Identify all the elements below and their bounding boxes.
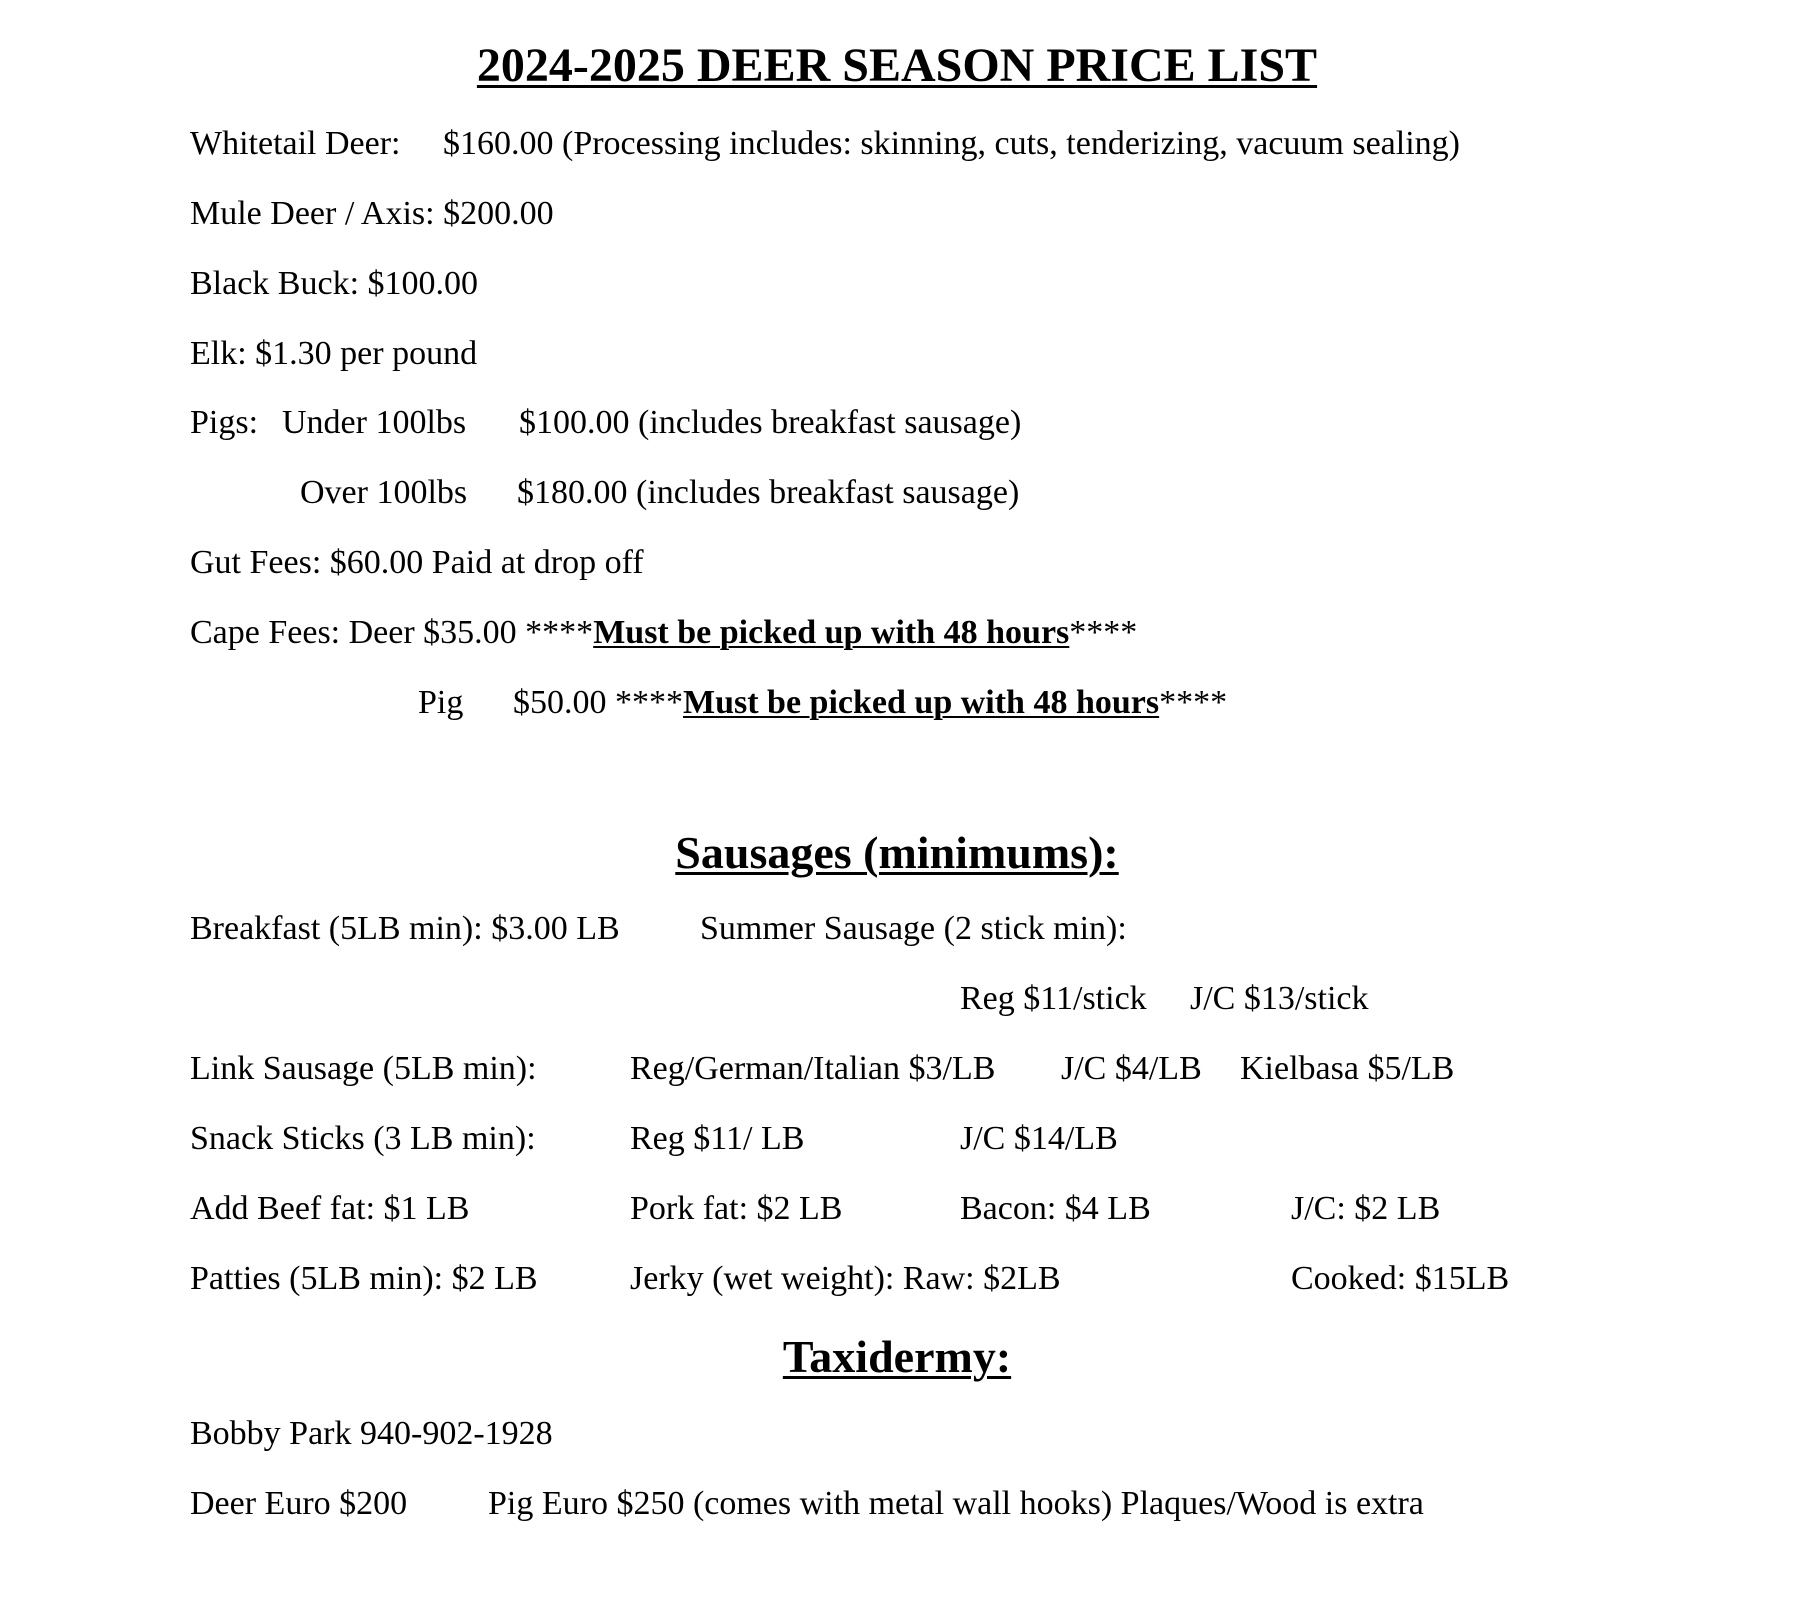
link-sausage-reg: Reg/German/Italian $3/LB <box>630 1050 996 1087</box>
pigs-over-price: $180.00 (includes breakfast sausage) <box>517 474 1020 511</box>
elk-price: Elk: $1.30 per pound <box>190 335 478 372</box>
jc-fat-price: J/C: $2 LB <box>1291 1190 1441 1227</box>
pigs-over-weight: Over 100lbs <box>300 474 468 511</box>
snack-sticks-reg: Reg $11/ LB <box>630 1120 805 1157</box>
bacon-price: Bacon: $4 LB <box>960 1190 1151 1227</box>
mule-deer-axis-price: Mule Deer / Axis: $200.00 <box>190 195 554 232</box>
snack-sticks-label: Snack Sticks (3 LB min): <box>190 1120 536 1157</box>
pork-fat-price: Pork fat: $2 LB <box>630 1190 843 1227</box>
beef-fat-price: Add Beef fat: $1 LB <box>190 1190 470 1227</box>
link-sausage-label: Link Sausage (5LB min): <box>190 1050 537 1087</box>
deer-euro-price: Deer Euro $200 <box>190 1485 408 1522</box>
cape-fees-deer-suffix: **** <box>1069 614 1138 651</box>
whitetail-label: Whitetail Deer: <box>190 125 401 162</box>
cape-fees-pig-notice: Must be picked up with 48 hours <box>683 684 1160 721</box>
pigs-under-weight: Under 100lbs <box>282 404 467 441</box>
gut-fees: Gut Fees: $60.00 Paid at drop off <box>190 544 644 581</box>
cape-fees-pig <box>513 683 1227 723</box>
cape-fees-deer-notice: Must be picked up with 48 hours <box>593 614 1070 651</box>
cape-fees-deer <box>190 613 1137 653</box>
cape-fees-pig-price: $50.00 **** <box>513 684 683 721</box>
jerky-cooked-price: Cooked: $15LB <box>1291 1260 1510 1297</box>
summer-sausage-jc: J/C $13/stick <box>1190 980 1369 1017</box>
pigs-under-price: $100.00 (includes breakfast sausage) <box>519 404 1022 441</box>
link-sausage-kielbasa: Kielbasa $5/LB <box>1240 1050 1455 1087</box>
taxidermy-heading: Taxidermy: <box>782 1331 1012 1382</box>
pigs-label: Pigs: <box>190 404 259 441</box>
sausages-heading: Sausages (minimums): <box>675 827 1119 878</box>
whitetail-price: $160.00 (Processing includes: skinning, cuts, tenderizing, vacuum sealing) <box>443 125 1460 162</box>
page-title: 2024-2025 DEER SEASON PRICE LIST <box>476 39 1318 92</box>
snack-sticks-jc: J/C $14/LB <box>960 1120 1118 1157</box>
breakfast-sausage-price: Breakfast (5LB min): $3.00 LB <box>190 910 620 947</box>
pig-euro-price: Pig Euro $250 (comes with metal wall hooks) Plaques/Wood is extra <box>488 1485 1424 1522</box>
summer-sausage-label: Summer Sausage (2 stick min): <box>700 910 1127 947</box>
taxidermy-contact: Bobby Park 940-902-1928 <box>190 1415 553 1452</box>
cape-fees-pig-suffix: **** <box>1159 684 1228 721</box>
patties-price: Patties (5LB min): $2 LB <box>190 1260 538 1297</box>
link-sausage-jc: J/C $4/LB <box>1061 1050 1202 1087</box>
black-buck-price: Black Buck: $100.00 <box>190 265 479 302</box>
cape-fees-deer-price: Cape Fees: Deer $35.00 **** <box>190 614 594 651</box>
cape-fees-pig-label: Pig <box>418 684 464 721</box>
summer-sausage-reg: Reg $11/stick <box>960 980 1147 1017</box>
jerky-raw-price: Jerky (wet weight): Raw: $2LB <box>630 1260 1061 1297</box>
